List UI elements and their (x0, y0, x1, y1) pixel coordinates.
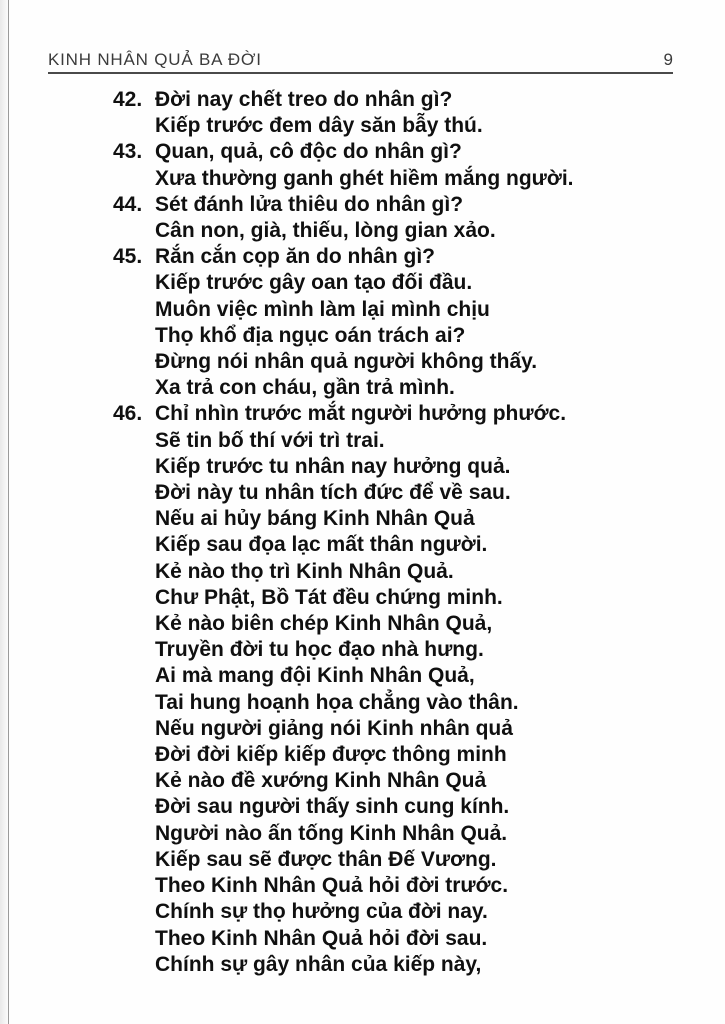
verse-line (0, 952, 725, 978)
verse-text: Đời nay chết treo do nhân gì? (155, 88, 453, 111)
running-header (48, 48, 673, 74)
page-number: 9 (663, 50, 673, 69)
verse-line (0, 663, 725, 689)
verse-line (0, 218, 725, 244)
verse-text: Xa trả con cháu, gần trả mình. (155, 376, 455, 400)
verse-text: Tai hung hoạnh họa chẳng vào thân. (155, 690, 519, 714)
verse-text: Truyền đời tu học đạo nhà hưng. (155, 638, 484, 662)
verse-text: Kiếp trước tu nhân nay hưởng quả. (155, 454, 511, 478)
verse-text: Nếu người giảng nói Kinh nhân quả (155, 716, 513, 740)
verse-line (0, 375, 725, 401)
verse-text: Rắn cắn cọp ăn do nhân gì? (155, 245, 436, 269)
verse-line (0, 873, 725, 899)
verse-line (0, 794, 725, 820)
verse-text: Kiếp sau sẽ được thân Đế Vương. (155, 847, 497, 871)
verse-text: Theo Kinh Nhân Quả hỏi đời trước. (155, 874, 509, 898)
verse-line (0, 585, 725, 611)
verse-line (0, 454, 725, 480)
verse-line (0, 532, 725, 558)
verse-line (0, 139, 725, 165)
verse-line (0, 611, 725, 637)
verse-number: 46. (113, 402, 143, 426)
verse-line (0, 349, 725, 375)
verse-text: Người nào ấn tống Kinh Nhân Quả. (155, 821, 508, 845)
verse-text: Đời này tu nhân tích đức để về sau. (155, 481, 511, 505)
verse-text: Theo Kinh Nhân Quả hỏi đời sau. (155, 926, 488, 950)
verse-text: Đời sau người thấy sinh cung kính. (155, 795, 510, 819)
verse-line (0, 297, 725, 323)
verse-line (0, 166, 725, 192)
verse-text: Chỉ nhìn trước mắt người hưởng phước. (155, 402, 567, 426)
verse-text: Quan, quả, cô độc do nhân gì? (155, 140, 462, 164)
verse-text: Ai mà mang đội Kinh Nhân Quả, (155, 664, 475, 688)
running-header-title: KINH NHÂN QUẢ BA ĐỜI (48, 50, 262, 69)
verse-text: Xưa thường ganh ghét hiềm mắng người. (155, 166, 574, 190)
verse-line (0, 899, 725, 925)
verse-line (0, 821, 725, 847)
verse-line (0, 926, 725, 952)
verse-text: Kiếp sau đọa lạc mất thân người. (155, 533, 488, 557)
verse-line (0, 323, 725, 349)
verse-text: Kẻ nào đề xướng Kinh Nhân Quả (155, 769, 487, 793)
verse-line (0, 87, 725, 113)
verse-text: Kẻ nào biên chép Kinh Nhân Quả, (155, 612, 493, 636)
verse-text: Kẻ nào thọ trì Kinh Nhân Quả. (155, 559, 454, 583)
verse-text: Chư Phật, Bồ Tát đều chứng minh. (155, 585, 503, 609)
verse-number: 44. (113, 192, 143, 216)
verse-text: Đừng nói nhân quả người không thấy. (155, 350, 538, 374)
verse-text: Kiếp trước đem dây săn bẫy thú. (155, 114, 483, 138)
verse-line (0, 113, 725, 139)
verse-text: Muôn việc mình làm lại mình chịu (155, 297, 490, 321)
verse-text: Thọ khổ địa ngục oán trách ai? (155, 323, 466, 347)
verse-line (0, 428, 725, 454)
verse-text: Cân non, già, thiếu, lòng gian xảo. (155, 219, 496, 243)
verse-text: Sét đánh lửa thiêu do nhân gì? (155, 192, 464, 216)
verse-line (0, 637, 725, 663)
verse-list (0, 87, 725, 978)
verse-number: 42. (113, 88, 143, 111)
verse-text: Đời đời kiếp kiếp được thông minh (155, 743, 507, 767)
verse-text: Sẽ tin bố thí với trì trai. (155, 428, 385, 452)
verse-line (0, 401, 725, 427)
verse-line (0, 192, 725, 218)
verse-line (0, 559, 725, 585)
verse-line (0, 742, 725, 768)
verse-line (0, 768, 725, 794)
verse-number: 43. (113, 140, 143, 164)
verse-line (0, 847, 725, 873)
verse-line (0, 506, 725, 532)
verse-text: Kiếp trước gây oan tạo đối đầu. (155, 271, 473, 295)
verse-number: 45. (113, 245, 143, 269)
verse-text: Chính sự gây nhân của kiếp này, (155, 952, 482, 976)
verse-text: Chính sự thọ hưởng của đời nay. (155, 900, 488, 924)
verse-line (0, 244, 725, 270)
verse-line (0, 716, 725, 742)
verse-line (0, 480, 725, 506)
verse-line (0, 690, 725, 716)
verse-text: Nếu ai hủy báng Kinh Nhân Quả (155, 507, 475, 531)
verse-line (0, 270, 725, 296)
